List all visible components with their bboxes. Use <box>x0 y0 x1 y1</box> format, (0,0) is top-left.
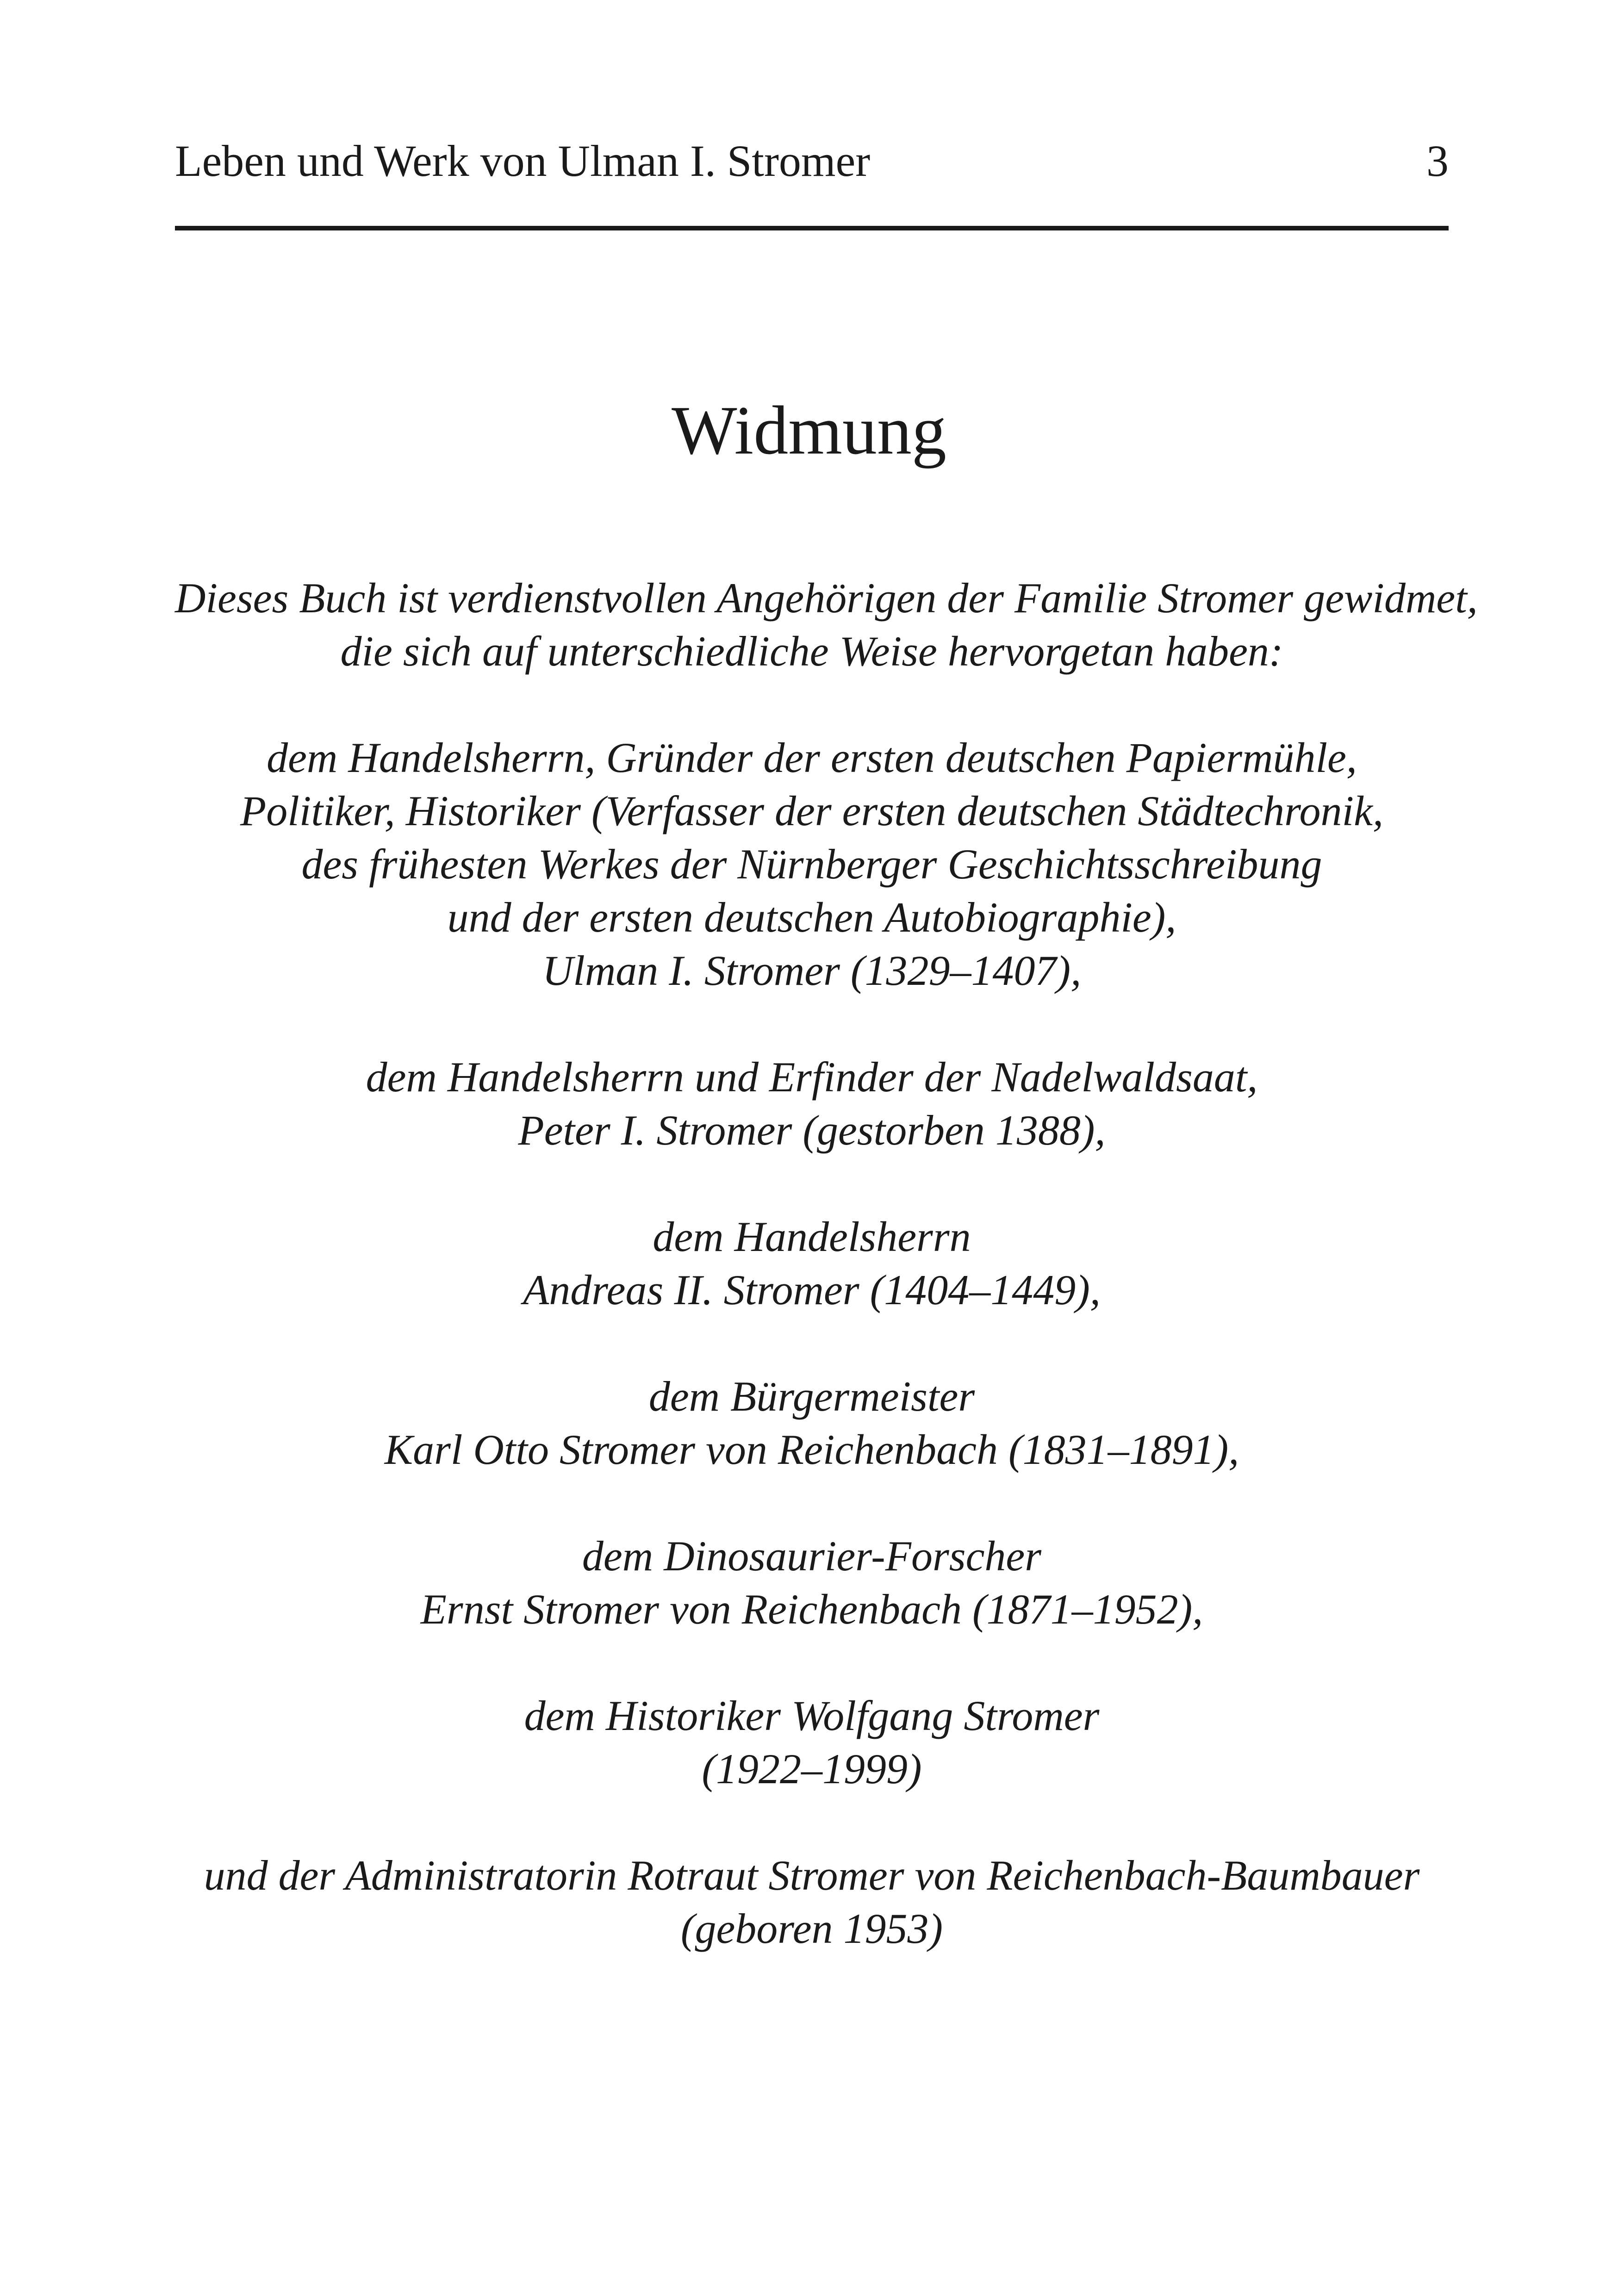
chapter-title: Widmung <box>672 392 946 469</box>
dedication-stanza-rotraut <box>175 1849 1449 1955</box>
dedication-line: dem Historiker Wolfgang Stromer <box>524 1692 1100 1739</box>
dedication-stanza-peter <box>175 1051 1449 1157</box>
dedication-line: und der Administratorin Rotraut Stromer von Reichenbach-Baumbauer <box>204 1852 1420 1899</box>
dedication-stanza-ulman <box>175 731 1449 997</box>
dedication-line: dem Handelsherrn <box>653 1213 971 1260</box>
dedication-line: (1922–1999) <box>702 1745 922 1792</box>
dedication-line: (geboren 1953) <box>680 1905 943 1952</box>
dedication-stanza-ernst <box>175 1530 1449 1636</box>
dedication-line: dem Handelsherrn, Gründer der ersten deutschen Papiermühle, <box>267 734 1357 781</box>
dedication-intro <box>175 572 1478 678</box>
page-number: 3 <box>1426 136 1449 186</box>
dedication-line: Politiker, Historiker (Verfasser der ersten deutschen Städtechronik, <box>240 787 1383 834</box>
dedication-line: dem Bürgermeister <box>648 1373 975 1420</box>
dedication-line: Peter I. Stromer (gestorben 1388), <box>518 1107 1106 1154</box>
dedication-line: Ulman I. Stromer (1329–1407), <box>542 947 1082 994</box>
dedication-line: Ernst Stromer von Reichenbach (1871–1952), <box>420 1586 1203 1633</box>
header-rule <box>175 226 1449 230</box>
dedication-stanza-karl-otto <box>175 1370 1449 1476</box>
running-title: Leben und Werk von Ulman I. Stromer <box>175 136 871 186</box>
dedication-stanza-wolfgang <box>175 1689 1449 1796</box>
running-header <box>175 136 1449 199</box>
dedication-line: des frühesten Werkes der Nürnberger Geschichtsschreibung <box>301 840 1322 888</box>
dedication-line: die sich auf unterschiedliche Weise hervorgetan haben: <box>340 628 1283 675</box>
dedication-line: und der ersten deutschen Autobiographie), <box>447 894 1176 941</box>
dedication-line: dem Dinosaurier-Forscher <box>582 1532 1042 1580</box>
dedication-line: Andreas II. Stromer (1404–1449), <box>523 1266 1101 1313</box>
dedication-line: Dieses Buch ist verdienstvollen Angehörigen der Familie Stromer gewidmet, <box>175 574 1478 622</box>
dedication-text <box>175 572 1478 2009</box>
dedication-stanza-andreas <box>175 1210 1449 1317</box>
dedication-line: dem Handelsherrn und Erfinder der Nadelwaldsaat, <box>366 1053 1258 1101</box>
dedication-line: Karl Otto Stromer von Reichenbach (1831–1891), <box>384 1426 1239 1473</box>
